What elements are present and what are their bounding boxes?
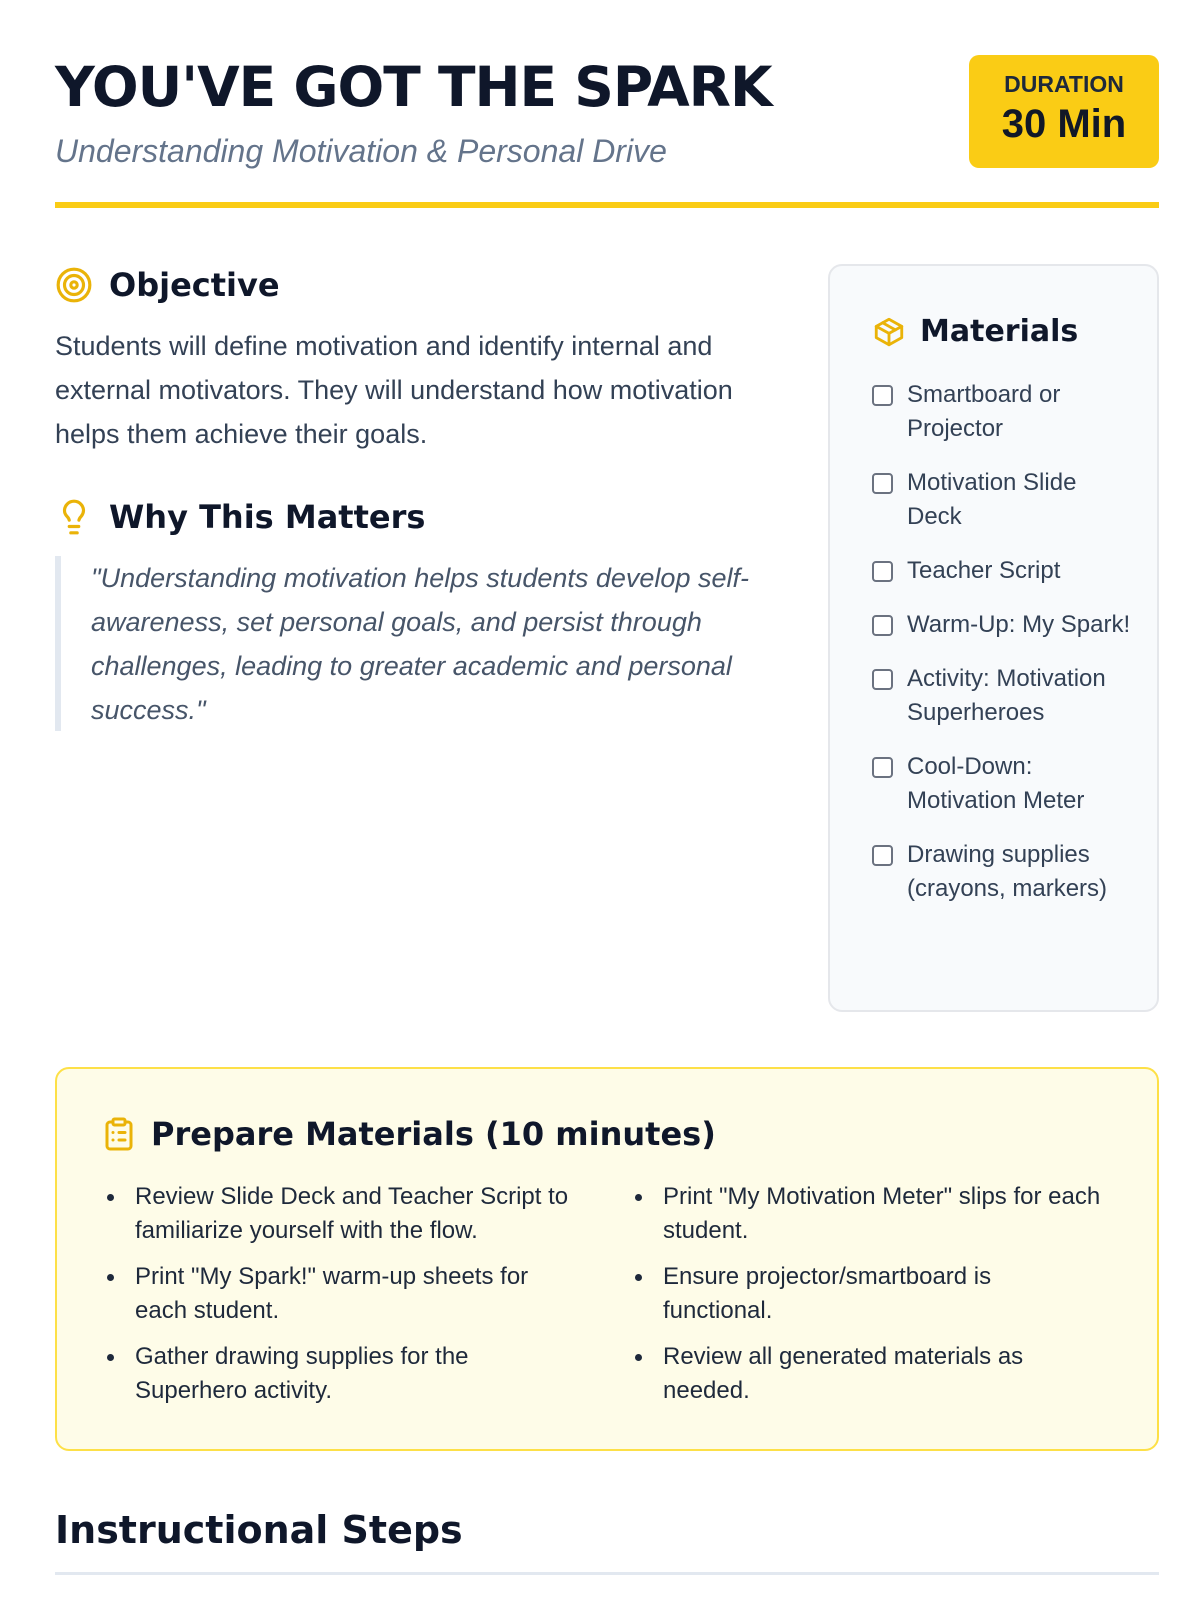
prepare-list-left (107, 1180, 577, 1420)
material-item (872, 608, 1132, 642)
material-checkbox[interactable] (872, 615, 893, 636)
objective-heading (55, 266, 280, 304)
lesson-header (55, 55, 1159, 210)
prepare-list-right (635, 1180, 1105, 1420)
material-label: Drawing supplies (crayons, markers) (907, 841, 1108, 902)
materials-title: Materials (920, 314, 1079, 349)
page-subtitle: Understanding Motivation & Personal Drive (55, 133, 667, 169)
material-item (872, 554, 1132, 588)
instructional-steps-heading: Instructional Steps (55, 1508, 463, 1552)
lightbulb-icon (55, 498, 93, 536)
material-checkbox[interactable] (872, 757, 893, 778)
duration-label: DURATION (1004, 71, 1124, 97)
prepare-title: Prepare Materials (10 minutes) (151, 1115, 716, 1153)
material-checkbox[interactable] (872, 845, 893, 866)
prepare-item: Print "My Spark!" warm-up sheets for each student. (107, 1260, 577, 1328)
prepare-item: Gather drawing supplies for the Superhero activity. (107, 1340, 577, 1408)
why-title: Why This Matters (109, 498, 426, 536)
prepare-materials-box (55, 1067, 1159, 1451)
steps-divider (55, 1572, 1159, 1575)
duration-badge (969, 55, 1159, 168)
clipboard-icon (101, 1115, 137, 1153)
material-label: Smartboard or Projector (907, 381, 1061, 442)
bullet (107, 1354, 114, 1361)
material-item (872, 750, 1132, 818)
material-item (872, 378, 1132, 446)
prepare-item: Review Slide Deck and Teacher Script to familiarize yourself with the flow. (107, 1180, 577, 1248)
material-checkbox[interactable] (872, 561, 893, 582)
bullet (635, 1354, 642, 1361)
target-icon (55, 266, 93, 304)
prepare-heading (101, 1115, 716, 1153)
prepare-item: Print "My Motivation Meter" slips for each student. (635, 1180, 1105, 1248)
bullet (635, 1194, 642, 1201)
bullet (107, 1274, 114, 1281)
duration-value: 30 Min (1001, 102, 1127, 146)
material-label: Motivation Slide Deck (907, 469, 1077, 530)
page-title: YOU'VE GOT THE SPARK (55, 55, 772, 119)
why-quote: "Understanding motivation helps students develop self-awareness, set personal goals, and persist through challenges, leading to greater academic and personal success." (55, 556, 775, 731)
material-label: Cool-Down: Motivation Meter (907, 753, 1085, 814)
material-item (872, 838, 1132, 906)
material-item (872, 662, 1132, 730)
prepare-item: Review all generated materials as needed. (635, 1340, 1105, 1408)
material-checkbox[interactable] (872, 385, 893, 406)
header-divider (55, 202, 1159, 208)
prepare-item: Ensure projector/smartboard is functional. (635, 1260, 1105, 1328)
bullet (635, 1274, 642, 1281)
why-heading (55, 498, 425, 536)
materials-list (872, 378, 1132, 926)
materials-panel (828, 264, 1159, 1012)
objective-title: Objective (109, 266, 280, 304)
material-label: Activity: Motivation Superheroes (907, 665, 1106, 726)
objective-text: Students will define motivation and identify internal and external motivators. They will understand how motivation helps them achieve their goals. (55, 331, 733, 449)
material-checkbox[interactable] (872, 669, 893, 690)
package-icon (872, 315, 906, 349)
material-label: Warm-Up: My Spark! (907, 611, 1131, 638)
material-item (872, 466, 1132, 534)
bullet (107, 1194, 114, 1201)
material-checkbox[interactable] (872, 473, 893, 494)
materials-heading (872, 314, 1078, 349)
material-label: Teacher Script (907, 557, 1061, 584)
